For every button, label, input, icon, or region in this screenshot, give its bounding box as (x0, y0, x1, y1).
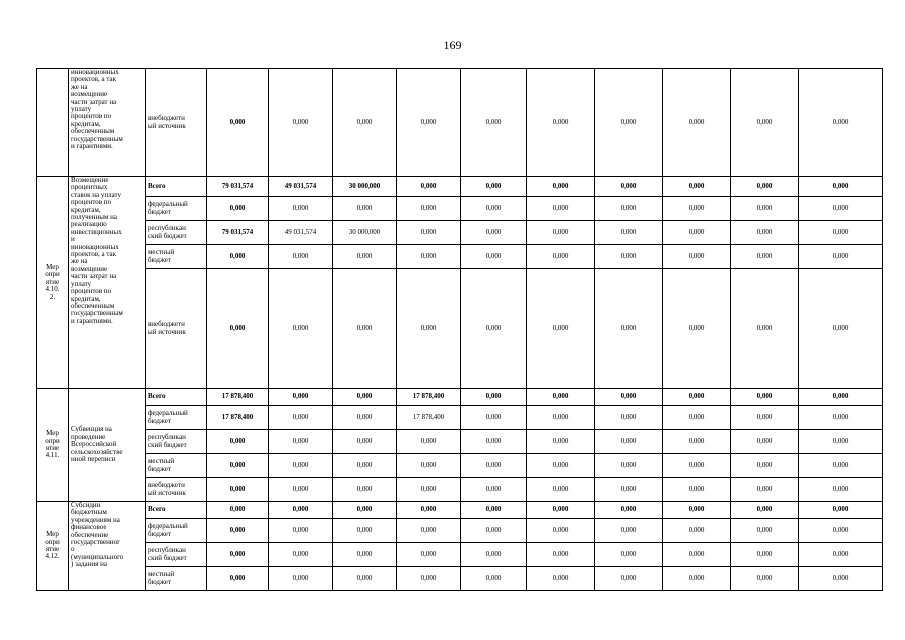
amount-cell: 0,000 (527, 197, 595, 221)
table-row (37, 406, 883, 430)
amount-cell: 0,000 (207, 543, 269, 567)
funding-source-cell: федеральный бюджет (146, 406, 207, 430)
amount-cell: 0,000 (663, 519, 731, 543)
amount-cell: 0,000 (207, 430, 269, 454)
amount-cell: 0,000 (269, 502, 333, 519)
amount-cell: 0,000 (595, 245, 663, 269)
amount-cell: 0,000 (461, 269, 527, 389)
amount-cell: 0,000 (731, 269, 799, 389)
amount-cell: 0,000 (397, 177, 461, 197)
amount-cell: 0,000 (595, 567, 663, 591)
amount-cell: 0,000 (595, 177, 663, 197)
amount-cell: 0,000 (397, 69, 461, 177)
amount-cell: 0,000 (397, 269, 461, 389)
amount-cell: 0,000 (269, 245, 333, 269)
amount-cell: 0,000 (397, 197, 461, 221)
amount-cell: 0,000 (595, 197, 663, 221)
amount-cell: 0,000 (731, 389, 799, 406)
amount-cell: 0,000 (663, 543, 731, 567)
amount-cell: 0,000 (461, 406, 527, 430)
amount-cell: 0,000 (663, 567, 731, 591)
amount-cell: 0,000 (333, 197, 397, 221)
amount-cell: 79 031,574 (207, 177, 269, 197)
amount-cell: 0,000 (207, 519, 269, 543)
amount-cell: 0,000 (269, 197, 333, 221)
amount-cell: 0,000 (799, 519, 883, 543)
amount-cell: 30 000,000 (333, 177, 397, 197)
amount-cell: 0,000 (333, 69, 397, 177)
amount-cell: 0,000 (663, 406, 731, 430)
amount-cell: 0,000 (527, 502, 595, 519)
table-row (37, 245, 883, 269)
amount-cell: 0,000 (333, 430, 397, 454)
amount-cell: 0,000 (333, 269, 397, 389)
amount-cell: 0,000 (799, 221, 883, 245)
activity-description-cell: Субсидии бюджетным учреждениям на финансовое обеспечение государственног о (муниципального ) задания на (69, 502, 146, 591)
amount-cell: 0,000 (595, 454, 663, 478)
amount-cell: 0,000 (461, 430, 527, 454)
amount-cell: 0,000 (461, 519, 527, 543)
funding-source-cell: местный бюджет (146, 567, 207, 591)
table-row (37, 269, 883, 389)
amount-cell: 0,000 (207, 197, 269, 221)
amount-cell: 0,000 (799, 406, 883, 430)
amount-cell: 30 000,000 (333, 221, 397, 245)
table-row (37, 177, 883, 197)
amount-cell: 0,000 (333, 454, 397, 478)
amount-cell: 0,000 (595, 406, 663, 430)
amount-cell: 0,000 (663, 269, 731, 389)
page-number: 169 (443, 38, 462, 52)
amount-cell: 0,000 (731, 197, 799, 221)
amount-cell: 0,000 (595, 389, 663, 406)
amount-cell: 0,000 (663, 69, 731, 177)
amount-cell: 0,000 (269, 406, 333, 430)
amount-cell: 0,000 (731, 221, 799, 245)
amount-cell: 0,000 (799, 197, 883, 221)
amount-cell: 0,000 (799, 567, 883, 591)
table-row (37, 519, 883, 543)
table-row (37, 454, 883, 478)
amount-cell: 0,000 (731, 430, 799, 454)
table-row (37, 430, 883, 454)
amount-cell: 0,000 (799, 543, 883, 567)
activity-id-cell (37, 69, 69, 177)
amount-cell: 0,000 (799, 478, 883, 502)
funding-source-cell: Всего (146, 177, 207, 197)
amount-cell: 0,000 (269, 567, 333, 591)
amount-cell: 0,000 (527, 478, 595, 502)
table-row (37, 543, 883, 567)
amount-cell: 0,000 (207, 269, 269, 389)
amount-cell: 17 878,400 (207, 406, 269, 430)
amount-cell: 0,000 (527, 406, 595, 430)
amount-cell: 0,000 (397, 519, 461, 543)
table-row (37, 69, 883, 177)
amount-cell: 0,000 (333, 478, 397, 502)
amount-cell: 0,000 (527, 269, 595, 389)
amount-cell: 0,000 (207, 454, 269, 478)
amount-cell: 0,000 (269, 269, 333, 389)
amount-cell: 0,000 (333, 543, 397, 567)
amount-cell: 0,000 (269, 389, 333, 406)
amount-cell: 0,000 (461, 245, 527, 269)
amount-cell: 0,000 (663, 430, 731, 454)
amount-cell: 0,000 (595, 519, 663, 543)
amount-cell: 0,000 (333, 519, 397, 543)
amount-cell: 0,000 (731, 478, 799, 502)
amount-cell: 0,000 (731, 519, 799, 543)
amount-cell: 0,000 (461, 478, 527, 502)
amount-cell: 0,000 (333, 389, 397, 406)
amount-cell: 0,000 (663, 502, 731, 519)
amount-cell: 0,000 (799, 269, 883, 389)
budget-table (36, 68, 883, 591)
amount-cell: 0,000 (527, 177, 595, 197)
amount-cell: 0,000 (663, 197, 731, 221)
funding-source-cell: внебюджетн ый источник (146, 478, 207, 502)
funding-source-cell: федеральный бюджет (146, 519, 207, 543)
amount-cell: 0,000 (595, 69, 663, 177)
amount-cell: 0,000 (731, 543, 799, 567)
amount-cell: 0,000 (731, 69, 799, 177)
table-row (37, 502, 883, 519)
table-row (37, 478, 883, 502)
amount-cell: 0,000 (397, 567, 461, 591)
amount-cell: 0,000 (663, 389, 731, 406)
amount-cell: 0,000 (731, 454, 799, 478)
amount-cell: 0,000 (397, 502, 461, 519)
amount-cell: 0,000 (527, 389, 595, 406)
amount-cell: 0,000 (527, 567, 595, 591)
amount-cell: 0,000 (207, 567, 269, 591)
amount-cell: 0,000 (397, 245, 461, 269)
amount-cell: 0,000 (207, 69, 269, 177)
amount-cell: 17 878,400 (397, 406, 461, 430)
amount-cell: 0,000 (461, 221, 527, 245)
amount-cell: 0,000 (397, 430, 461, 454)
funding-source-cell: федеральный бюджет (146, 197, 207, 221)
amount-cell: 0,000 (461, 197, 527, 221)
activity-description-cell: инновационных проектов, а так же на возмещение части затрат на уплату процентов по кредитам, обеспеченным государственным и гарантиями. (69, 69, 146, 177)
amount-cell: 0,000 (269, 454, 333, 478)
amount-cell: 0,000 (731, 502, 799, 519)
amount-cell: 0,000 (731, 567, 799, 591)
amount-cell: 79 031,574 (207, 221, 269, 245)
activity-id-cell: Мер опри ятие 4.11. (37, 389, 69, 502)
amount-cell: 0,000 (461, 454, 527, 478)
amount-cell: 0,000 (461, 177, 527, 197)
amount-cell: 0,000 (527, 543, 595, 567)
funding-source-cell: республикан ский бюджет (146, 221, 207, 245)
amount-cell: 0,000 (799, 69, 883, 177)
amount-cell: 0,000 (731, 406, 799, 430)
amount-cell: 0,000 (527, 454, 595, 478)
amount-cell: 0,000 (269, 430, 333, 454)
funding-source-cell: республикан ский бюджет (146, 543, 207, 567)
amount-cell: 17 878,400 (207, 389, 269, 406)
amount-cell: 0,000 (333, 406, 397, 430)
funding-source-cell: внебюджетн ый источник (146, 69, 207, 177)
amount-cell: 0,000 (799, 502, 883, 519)
amount-cell: 0,000 (663, 221, 731, 245)
amount-cell: 0,000 (269, 519, 333, 543)
amount-cell: 0,000 (207, 502, 269, 519)
amount-cell: 0,000 (333, 567, 397, 591)
amount-cell: 0,000 (397, 478, 461, 502)
amount-cell: 0,000 (799, 454, 883, 478)
activity-description-cell: Возмещение процентных ставок на уплату процентов по кредитам, полученным на реализацию инвестиционных и инновационных проектов, а так же на возмещение части затрат на уплату процентов по кредитам, обеспеченным государственным и гарантиями. (69, 177, 146, 389)
amount-cell: 0,000 (461, 69, 527, 177)
amount-cell: 0,000 (663, 245, 731, 269)
amount-cell: 0,000 (595, 430, 663, 454)
amount-cell: 0,000 (269, 478, 333, 502)
activity-id-cell: Мер опри ятие 4.12. (37, 502, 69, 591)
amount-cell: 0,000 (731, 245, 799, 269)
amount-cell: 0,000 (461, 567, 527, 591)
amount-cell: 0,000 (269, 69, 333, 177)
table-row (37, 389, 883, 406)
amount-cell: 0,000 (461, 389, 527, 406)
amount-cell: 0,000 (269, 543, 333, 567)
amount-cell: 49 031,574 (269, 221, 333, 245)
amount-cell: 0,000 (397, 221, 461, 245)
amount-cell: 0,000 (595, 269, 663, 389)
amount-cell: 0,000 (207, 478, 269, 502)
funding-source-cell: местный бюджет (146, 245, 207, 269)
amount-cell: 0,000 (663, 177, 731, 197)
funding-source-cell: республикан ский бюджет (146, 430, 207, 454)
amount-cell: 0,000 (397, 454, 461, 478)
amount-cell: 0,000 (527, 69, 595, 177)
amount-cell: 0,000 (461, 502, 527, 519)
table-row (37, 221, 883, 245)
amount-cell: 0,000 (799, 389, 883, 406)
funding-source-cell: Всего (146, 502, 207, 519)
amount-cell: 0,000 (595, 478, 663, 502)
amount-cell: 0,000 (527, 221, 595, 245)
amount-cell: 0,000 (333, 245, 397, 269)
amount-cell: 17 878,400 (397, 389, 461, 406)
amount-cell: 0,000 (207, 245, 269, 269)
amount-cell: 0,000 (663, 454, 731, 478)
funding-source-cell: внебюджетн ый источник (146, 269, 207, 389)
amount-cell: 49 031,574 (269, 177, 333, 197)
funding-source-cell: Всего (146, 389, 207, 406)
table-row (37, 197, 883, 221)
amount-cell: 0,000 (595, 502, 663, 519)
amount-cell: 0,000 (461, 543, 527, 567)
amount-cell: 0,000 (799, 430, 883, 454)
amount-cell: 0,000 (731, 177, 799, 197)
table-row (37, 567, 883, 591)
amount-cell: 0,000 (595, 221, 663, 245)
amount-cell: 0,000 (333, 502, 397, 519)
amount-cell: 0,000 (799, 177, 883, 197)
activity-id-cell: Мер опри ятие 4.10. 2. (37, 177, 69, 389)
funding-source-cell: местный бюджет (146, 454, 207, 478)
amount-cell: 0,000 (663, 478, 731, 502)
amount-cell: 0,000 (527, 430, 595, 454)
amount-cell: 0,000 (527, 245, 595, 269)
amount-cell: 0,000 (799, 245, 883, 269)
amount-cell: 0,000 (397, 543, 461, 567)
amount-cell: 0,000 (595, 543, 663, 567)
amount-cell: 0,000 (527, 519, 595, 543)
activity-description-cell: Субвенция на проведение Всероссийской сельскохозяйстве нной переписи (69, 389, 146, 502)
